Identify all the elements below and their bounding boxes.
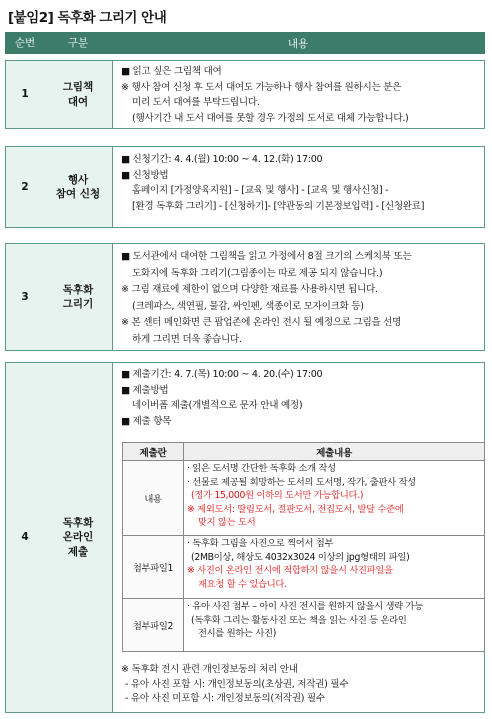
row-key: 첨부파일1 bbox=[123, 536, 184, 599]
submission-table bbox=[122, 442, 485, 652]
section-number: 3 bbox=[6, 244, 45, 350]
section-content bbox=[112, 147, 484, 227]
content-line: ※ 행사 참여 신청 후 도서 대여도 가능하나 행사 참여를 원하시는 분은 bbox=[121, 81, 402, 93]
section-number: 2 bbox=[6, 147, 45, 227]
table-row bbox=[123, 599, 485, 652]
content-line: [환경 독후화 그리기] - [신청하기]- [약관동의 기본정보입력] - [신청완료] bbox=[132, 200, 425, 212]
row-value bbox=[184, 599, 485, 652]
submission-table-header bbox=[123, 443, 485, 461]
row-line: 맞지 않는 도서 bbox=[198, 517, 256, 528]
row-line: (독후화 그리는 활동사진 또는 책을 읽는 사진 등 온라인 bbox=[191, 614, 407, 626]
content-line: ※ 독후화 전시 관련 개인정보동의 처리 안내 bbox=[121, 664, 298, 675]
label-line: 그림책 bbox=[62, 81, 94, 94]
content-line: ■ 제출기간: 4. 7.(목) 10:00 ~ 4. 20.(수) 17:00 bbox=[121, 369, 323, 380]
row-value bbox=[184, 536, 485, 599]
section-label bbox=[44, 147, 113, 227]
content-line: (크레파스, 색연필, 물감, 싸인펜, 색종이로 모자이크화 등) bbox=[132, 300, 364, 312]
row-line: · 읽은 도서명 간단한 독후화 소개 작성 bbox=[187, 463, 336, 474]
row-line: · 유아 사진 첨부 – 아이 사진 전시를 원하지 않을시 생략 가능 bbox=[187, 601, 423, 612]
content-line: ■ 제출방법 bbox=[121, 384, 169, 396]
content-line: ※ 본 센터 메인화면 큰 팝업존에 온라인 전시 될 예정으로 그림을 선명 bbox=[121, 317, 402, 328]
row-line: (2MB이상, 해상도 4032x3024 이상의 jpg형태의 파일) bbox=[191, 551, 410, 563]
section-number: 4 bbox=[6, 363, 45, 712]
label-line: 그리기 bbox=[62, 298, 94, 310]
section-content bbox=[112, 244, 484, 350]
row-value bbox=[184, 461, 485, 536]
row-line: 재요청 할 수 있습니다. bbox=[198, 578, 287, 590]
content-line: 도화지에 독후화 그리기(그림종이는 따로 제공 되지 않습니다.) bbox=[132, 267, 383, 279]
content-line: 미리 도서 대여를 부탁드립니다. bbox=[132, 97, 260, 108]
section-label bbox=[44, 61, 113, 128]
content-line: - 유아 사진 미포함 시: 개인정보동의(저작권) 필수 bbox=[125, 693, 325, 704]
content-line: - 유아 사진 포함 시: 개인정보동의(초상권, 저작권) 필수 bbox=[125, 678, 349, 690]
section-1 bbox=[5, 60, 485, 129]
row-line: · 선물로 제공될 희망하는 도서의 도서명, 작가, 출판사 작성 bbox=[187, 476, 416, 488]
section-label bbox=[44, 363, 113, 712]
header-number: 순번 bbox=[14, 36, 36, 49]
row-line: ※ 제외도서: 딸림도서, 절판도서, 전집도서, 발달 수준에 bbox=[187, 503, 404, 515]
content-line: (행사기간 내 도서 대여를 못할 경우 가정의 도서로 대체 가능합니다.) bbox=[132, 112, 409, 124]
label-line: 참여 신청 bbox=[55, 188, 101, 200]
label-line: 독후화 bbox=[62, 283, 94, 296]
label-line: 제출 bbox=[67, 545, 89, 558]
row-key: 첨부파일2 bbox=[123, 599, 184, 652]
content-line: ■ 읽고 싶은 그림책 대여 bbox=[121, 66, 222, 77]
row-line: 전시를 원하는 사진) bbox=[198, 628, 277, 639]
content-line: ■ 신청방법 bbox=[121, 169, 169, 181]
row-line: (정가 15,000원 이하의 도서만 가능합니다.) bbox=[191, 490, 364, 501]
section-2 bbox=[5, 146, 485, 228]
label-line: 온라인 bbox=[62, 531, 94, 544]
section-3 bbox=[5, 243, 485, 351]
content-line: ■ 제출 항목 bbox=[121, 415, 172, 427]
section-content bbox=[112, 61, 484, 128]
privacy-notice bbox=[112, 663, 484, 712]
table-row bbox=[123, 536, 485, 599]
column-header: 제출내용 bbox=[184, 443, 485, 461]
content-line: ■ 신청기간: 4. 4.(월) 10:00 ~ 4. 12.(화) 17:00 bbox=[121, 154, 323, 165]
section-4 bbox=[5, 362, 485, 713]
label-line: 행사 bbox=[67, 173, 89, 186]
document-title: [붙임2] 독후화 그리기 안내 bbox=[8, 10, 167, 26]
content-line: 네이버폼 제출(개별적으로 문자 안내 예정) bbox=[132, 400, 303, 411]
section-number: 1 bbox=[6, 61, 45, 128]
label-line: 독후화 bbox=[62, 517, 94, 530]
content-line: 하게 그리면 더욱 좋습니다. bbox=[132, 333, 242, 345]
section-label bbox=[44, 244, 113, 350]
header-category: 구분 bbox=[67, 36, 89, 49]
label-line: 대여 bbox=[67, 95, 89, 108]
column-header: 제출란 bbox=[123, 443, 184, 461]
table-header bbox=[5, 32, 485, 54]
row-line: ※ 사진이 온라인 전시에 적합하지 않을시 사진파일을 bbox=[187, 565, 393, 576]
content-line: ※ 그림 재료에 제한이 없으며 다양한 재료를 사용하시면 됩니다. bbox=[121, 284, 378, 295]
row-line: · 독후화 그림을 사진으로 찍어서 첨부 bbox=[187, 538, 334, 549]
content-line: 홈페이지 [가정양육지원] – [교육 및 행사] - [교육 및 행사신청] - bbox=[132, 185, 389, 196]
row-key: 내용 bbox=[123, 461, 184, 536]
header-content: 내용 bbox=[287, 37, 309, 50]
content-line: ■ 도서관에서 대여한 그림책을 읽고 가정에서 8절 크기의 스케치북 또는 bbox=[121, 251, 412, 262]
table-row bbox=[123, 461, 485, 536]
